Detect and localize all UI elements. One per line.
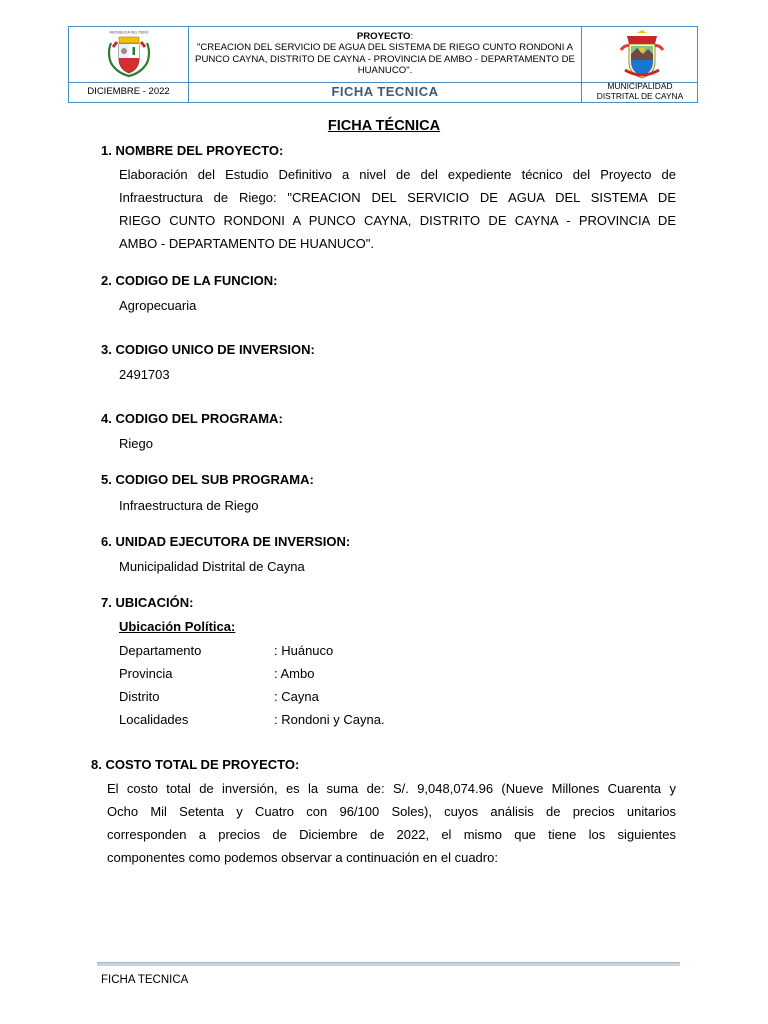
footer-text: FICHA TECNICA bbox=[101, 974, 189, 986]
section-6-heading: 6. UNIDAD EJECUTORA DE INVERSION: bbox=[101, 534, 351, 549]
location-key: Departamento bbox=[119, 643, 202, 658]
document-date: DICIEMBRE - 2022 bbox=[87, 86, 170, 97]
section-4-heading: 4. CODIGO DEL PROGRAMA: bbox=[101, 411, 283, 426]
section-6-value: Municipalidad Distrital de Cayna bbox=[119, 559, 305, 574]
project-title-block bbox=[189, 31, 581, 77]
section-7-subheading: Ubicación Política: bbox=[119, 619, 236, 634]
location-key: Localidades bbox=[119, 712, 189, 727]
document-header bbox=[68, 26, 698, 103]
location-key: Provincia bbox=[119, 666, 173, 681]
location-value: : Cayna bbox=[274, 689, 319, 704]
section-2-heading: 2. CODIGO DE LA FUNCION: bbox=[101, 273, 278, 288]
section-3-value: 2491703 bbox=[119, 367, 170, 382]
section-5-heading: 5. CODIGO DEL SUB PROGRAMA: bbox=[101, 472, 314, 487]
project-label: PROYECTO: bbox=[356, 31, 414, 42]
cayna-municipal-shield-icon bbox=[617, 30, 667, 80]
footer-divider bbox=[97, 962, 680, 966]
section-7-heading: 7. UBICACIÓN: bbox=[101, 595, 194, 610]
municipality-name: MUNICIPALIDAD DISTRITAL DE CAYNA bbox=[596, 81, 684, 101]
section-3-heading: 3. CODIGO UNICO DE INVERSION: bbox=[101, 342, 315, 357]
section-8-body: El costo total de inversión, es la suma de: S/. 9,048,074.96 (Nueve Millones Cuarenta y Ocho Mil Setenta y Cuatro con 96/100 Soles), cuyos análisis de precios unitarios corresponden a precios de Diciembre de 2022, el mismo que tiene los siguientes componentes como podemos observar a continuación en el cuadro: bbox=[107, 781, 676, 865]
section-1-heading: 1. NOMBRE DEL PROYECTO: bbox=[101, 143, 284, 158]
peru-coat-of-arms-icon bbox=[105, 29, 153, 79]
section-5-value: Infraestructura de Riego bbox=[119, 498, 259, 513]
project-name: "CREACION DEL SERVICIO DE AGUA DEL SISTEMA DE RIEGO CUNTO RONDONI A PUNCO CAYNA, DISTRITO DE CAYNA - PROVINCIA DE AMBO - DEPARTAMENTO DE HUANUCO". bbox=[195, 42, 575, 77]
svg-text:REPÚBLICA DEL PERÚ: REPÚBLICA DEL PERÚ bbox=[109, 30, 149, 35]
section-1-body: Elaboración del Estudio Definitivo a nivel de del expediente técnico del Proyecto de Infraestructura de Riego: "CREACION DEL SERVICIO DE AGUA DEL SISTEMA DE RIEGO CUNTO RONDONI A PUNCO CAYNA, DISTRITO DE CAYNA - PROVINCIA DE AMBO - DEPARTAMENTO DE HUANUCO". bbox=[119, 167, 676, 251]
section-2-value: Agropecuaria bbox=[119, 298, 197, 313]
document-title: FICHA TÉCNICA bbox=[327, 118, 441, 134]
location-value: : Rondoni y Cayna. bbox=[274, 712, 385, 727]
section-4-value: Riego bbox=[119, 436, 153, 451]
location-value: : Huánuco bbox=[274, 643, 334, 658]
section-8-heading: 8. COSTO TOTAL DE PROYECTO: bbox=[91, 757, 300, 772]
location-value: : Ambo bbox=[274, 666, 315, 681]
sheet-title: FICHA TECNICA bbox=[331, 84, 439, 99]
location-key: Distrito bbox=[119, 689, 160, 704]
